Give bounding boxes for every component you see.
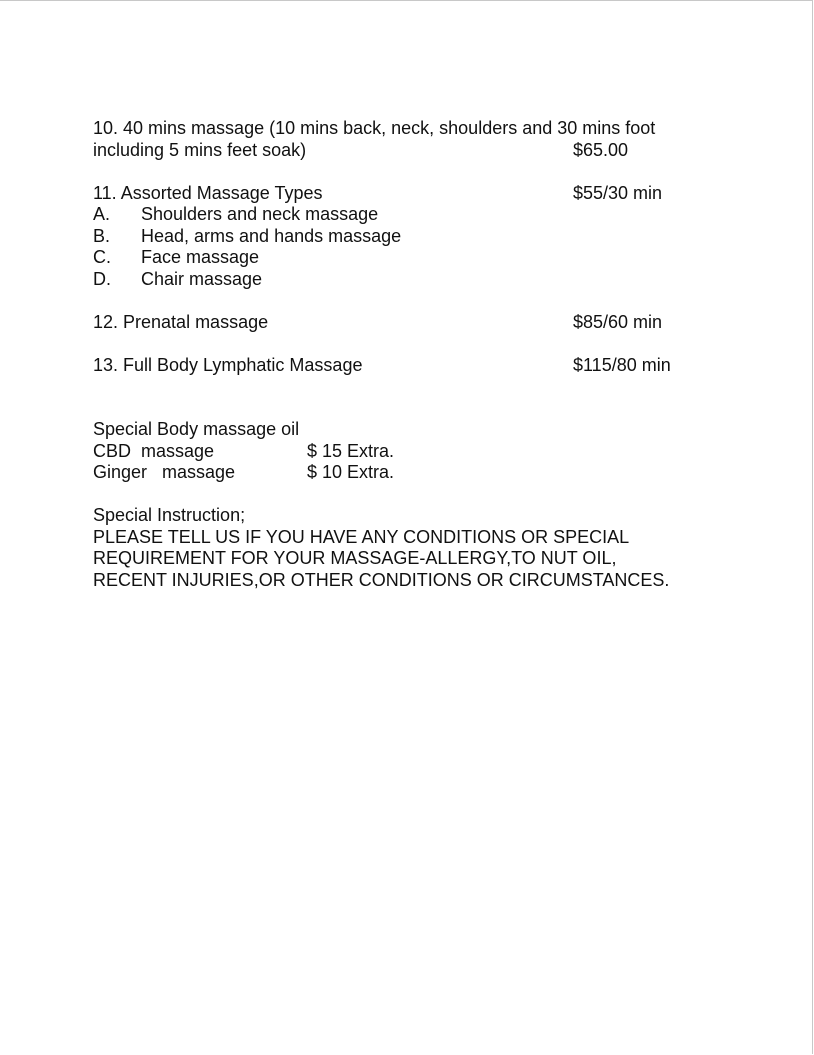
instruction-line xyxy=(93,527,733,549)
spacer xyxy=(93,333,733,355)
instruction-text: REQUIREMENT FOR YOUR MASSAGE-ALLERGY,TO NUT OIL, xyxy=(93,548,617,568)
oil-price: $ 10 Extra. xyxy=(307,462,395,482)
item-11-price: $55/30 min xyxy=(573,182,663,203)
item-10-title: 10. 40 mins massage (10 mins back, neck, shoulders and 30 mins foot xyxy=(93,118,656,138)
special-oils-section xyxy=(93,419,733,484)
oils-heading-text: Special Body massage oil xyxy=(93,419,300,439)
sub-item-text: Shoulders and neck massage xyxy=(141,204,379,224)
item-11-title: 11. Assorted Massage Types xyxy=(93,182,323,203)
instruction-heading-text: Special Instruction; xyxy=(93,505,246,525)
item-12-price: $85/60 min xyxy=(573,311,663,332)
spacer xyxy=(93,376,733,419)
sub-item-text: Head, arms and hands massage xyxy=(141,225,402,246)
menu-item-13 xyxy=(93,355,733,377)
menu-item-11 xyxy=(93,183,733,291)
oil-row-ginger xyxy=(93,462,733,484)
instruction-heading xyxy=(93,505,733,527)
sub-item-b xyxy=(93,226,733,248)
instruction-text: RECENT INJURIES,OR OTHER CONDITIONS OR CIRCUMSTANCES. xyxy=(93,569,670,590)
instruction-text: PLEASE TELL US IF YOU HAVE ANY CONDITIONS OR SPECIAL xyxy=(93,526,630,547)
oil-name: CBD massage xyxy=(93,440,215,461)
spacer xyxy=(93,484,733,506)
item-10-price: $65.00 xyxy=(573,139,629,160)
spacer xyxy=(93,161,733,183)
item-10-description-line-1 xyxy=(93,118,733,140)
sub-item-letter: D. xyxy=(93,268,111,289)
item-10-description-line-2 xyxy=(93,140,733,162)
sub-item-text: Face massage xyxy=(141,247,260,267)
sub-item-letter: C. xyxy=(93,247,111,267)
item-11-title-line xyxy=(93,183,733,205)
item-10-detail: including 5 mins feet soak) xyxy=(93,139,307,160)
menu-item-10 xyxy=(93,118,733,161)
item-12-title: 12. Prenatal massage xyxy=(93,311,269,332)
sub-item-letter: B. xyxy=(93,225,111,246)
oils-heading xyxy=(93,419,733,441)
instruction-line xyxy=(93,548,733,570)
sub-item-c xyxy=(93,247,733,269)
special-instruction-section xyxy=(93,505,733,591)
oil-price: $ 15 Extra. xyxy=(307,440,395,461)
sub-item-d xyxy=(93,269,733,291)
sub-item-a xyxy=(93,204,733,226)
oil-name: Ginger massage xyxy=(93,462,236,482)
spacer xyxy=(93,290,733,312)
menu-content xyxy=(93,118,733,591)
item-13-price: $115/80 min xyxy=(573,354,671,375)
sub-item-text: Chair massage xyxy=(141,268,263,289)
sub-item-letter: A. xyxy=(93,204,111,224)
oil-row-cbd xyxy=(93,441,733,463)
instruction-line xyxy=(93,570,733,592)
item-13-title: 13. Full Body Lymphatic Massage xyxy=(93,354,363,375)
menu-item-12 xyxy=(93,312,733,334)
